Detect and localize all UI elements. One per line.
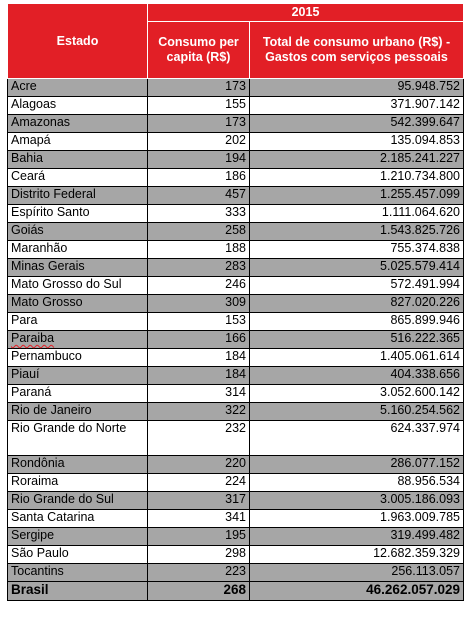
cell-total: 572.491.994: [250, 277, 464, 295]
table-row: [8, 241, 464, 259]
table-row: [8, 97, 464, 115]
cell-consumo: 186: [148, 169, 250, 187]
header-total-consumo: Total de consumo urbano (R$) - Gastos com serviços pessoais: [250, 22, 464, 79]
table-row: [8, 259, 464, 277]
table-row: [8, 169, 464, 187]
cell-estado: Espírito Santo: [8, 205, 148, 223]
cell-total: 2.185.241.227: [250, 151, 464, 169]
cell-consumo: 309: [148, 295, 250, 313]
header-estado: Estado: [8, 4, 148, 79]
cell-consumo: 188: [148, 241, 250, 259]
cell-total: 286.077.152: [250, 456, 464, 474]
cell-estado: [8, 331, 148, 349]
cell-estado: Minas Gerais: [8, 259, 148, 277]
table-row: [8, 115, 464, 133]
cell-total: 1.111.064.620: [250, 205, 464, 223]
table-row: [8, 510, 464, 528]
cell-consumo: 333: [148, 205, 250, 223]
cell-total: 88.956.534: [250, 474, 464, 492]
cell-total: 135.094.853: [250, 133, 464, 151]
cell-consumo: 153: [148, 313, 250, 331]
cell-consumo: 322: [148, 403, 250, 421]
cell-estado: Roraima: [8, 474, 148, 492]
cell-consumo: 155: [148, 97, 250, 115]
cell-estado: São Paulo: [8, 546, 148, 564]
cell-consumo: 298: [148, 546, 250, 564]
table-row: [8, 421, 464, 456]
cell-total: 3.005.186.093: [250, 492, 464, 510]
cell-estado: Mato Grosso: [8, 295, 148, 313]
cell-total: 3.052.600.142: [250, 385, 464, 403]
cell-estado-text: Paraiba: [11, 331, 55, 345]
cell-consumo: 283: [148, 259, 250, 277]
cell-estado: Acre: [8, 79, 148, 97]
table-row: [8, 474, 464, 492]
table-row: [8, 133, 464, 151]
cell-total: 1.405.061.614: [250, 349, 464, 367]
table-row: [8, 349, 464, 367]
cell-consumo: 184: [148, 367, 250, 385]
cell-total: 1.963.009.785: [250, 510, 464, 528]
cell-consumo: 195: [148, 528, 250, 546]
cell-total: 1.210.734.800: [250, 169, 464, 187]
table-row: [8, 205, 464, 223]
table-row: [8, 546, 464, 564]
table-row: [8, 151, 464, 169]
cell-estado: Sergipe: [8, 528, 148, 546]
table-row: [8, 331, 464, 349]
cell-consumo: 341: [148, 510, 250, 528]
cell-total: 319.499.482: [250, 528, 464, 546]
cell-estado-total: Brasil: [8, 582, 148, 601]
cell-total: 5.025.579.414: [250, 259, 464, 277]
table-header: [8, 4, 464, 79]
cell-total: 12.682.359.329: [250, 546, 464, 564]
cell-total: 404.338.656: [250, 367, 464, 385]
cell-estado: Paraná: [8, 385, 148, 403]
table-row: [8, 367, 464, 385]
cell-estado: Tocantins: [8, 564, 148, 582]
cell-estado: Amazonas: [8, 115, 148, 133]
consumo-table: [7, 3, 464, 601]
cell-consumo: 457: [148, 187, 250, 205]
table-row: [8, 313, 464, 331]
cell-consumo: 202: [148, 133, 250, 151]
cell-estado: Alagoas: [8, 97, 148, 115]
cell-estado: Mato Grosso do Sul: [8, 277, 148, 295]
cell-consumo: 220: [148, 456, 250, 474]
cell-estado: Rio de Janeiro: [8, 403, 148, 421]
cell-estado: Rondônia: [8, 456, 148, 474]
consumo-table-container: [7, 3, 464, 601]
cell-total: 542.399.647: [250, 115, 464, 133]
table-row: [8, 403, 464, 421]
cell-estado: Piauí: [8, 367, 148, 385]
cell-total: 827.020.226: [250, 295, 464, 313]
cell-estado: Maranhão: [8, 241, 148, 259]
cell-estado: Amapá: [8, 133, 148, 151]
table-row: [8, 528, 464, 546]
cell-consumo: 224: [148, 474, 250, 492]
cell-estado: Ceará: [8, 169, 148, 187]
cell-estado: Bahia: [8, 151, 148, 169]
cell-estado: Distrito Federal: [8, 187, 148, 205]
cell-total: 1.255.457.099: [250, 187, 464, 205]
cell-total: 865.899.946: [250, 313, 464, 331]
cell-consumo: 223: [148, 564, 250, 582]
table-body: [8, 79, 464, 601]
cell-total: 755.374.838: [250, 241, 464, 259]
cell-consumo: 166: [148, 331, 250, 349]
cell-consumo: 173: [148, 79, 250, 97]
cell-estado: Santa Catarina: [8, 510, 148, 528]
table-row: [8, 277, 464, 295]
cell-consumo: 232: [148, 421, 250, 456]
cell-consumo: 246: [148, 277, 250, 295]
cell-estado: Rio Grande do Norte: [8, 421, 148, 456]
table-row: [8, 492, 464, 510]
cell-estado: Pernambuco: [8, 349, 148, 367]
cell-consumo: 314: [148, 385, 250, 403]
header-year: 2015: [148, 4, 464, 22]
cell-estado: Para: [8, 313, 148, 331]
table-row: [8, 223, 464, 241]
cell-consumo: 258: [148, 223, 250, 241]
cell-consumo-total: 268: [148, 582, 250, 601]
cell-consumo: 173: [148, 115, 250, 133]
table-row: [8, 187, 464, 205]
table-row: [8, 79, 464, 97]
table-row: [8, 456, 464, 474]
cell-total: 256.113.057: [250, 564, 464, 582]
cell-total-total: 46.262.057.029: [250, 582, 464, 601]
cell-total: 371.907.142: [250, 97, 464, 115]
header-consumo-per-capita: Consumo per capita (R$): [148, 22, 250, 79]
cell-estado: Rio Grande do Sul: [8, 492, 148, 510]
cell-total: 624.337.974: [250, 421, 464, 456]
cell-total: 95.948.752: [250, 79, 464, 97]
cell-consumo: 317: [148, 492, 250, 510]
table-row: [8, 385, 464, 403]
table-row: [8, 295, 464, 313]
cell-total: 1.543.825.726: [250, 223, 464, 241]
cell-consumo: 184: [148, 349, 250, 367]
cell-consumo: 194: [148, 151, 250, 169]
cell-estado: Goiás: [8, 223, 148, 241]
cell-total: 5.160.254.562: [250, 403, 464, 421]
header-row-year: [8, 4, 464, 22]
table-row-total: [8, 582, 464, 601]
table-row: [8, 564, 464, 582]
cell-total: 516.222.365: [250, 331, 464, 349]
